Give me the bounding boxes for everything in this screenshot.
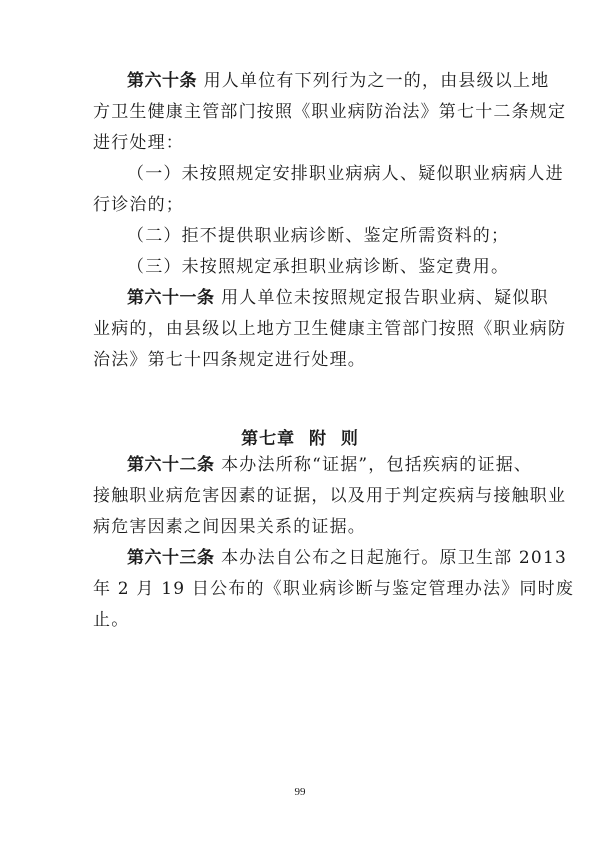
article-61-line-2: 业病的，由县级以上地方卫生健康主管部门按照《职业病防 — [93, 319, 567, 339]
article-63 — [93, 543, 575, 636]
article-61-number: 第六十一条 — [127, 288, 215, 308]
article-62-line-2: 接触职业病危害因素的证据，以及用于判定疾病与接触职业 — [93, 486, 567, 506]
article-60-item-3: （三）未按照规定承担职业病诊断、鉴定费用。 — [127, 257, 510, 277]
article-60-item-1-cont: 行诊治的； — [93, 195, 184, 215]
article-63-number: 第六十三条 — [127, 548, 215, 568]
chapter-heading: 第七章 附 则 — [241, 429, 359, 449]
article-63-line-3: 止。 — [93, 610, 130, 630]
article-60-item-1: （一）未按照规定安排职业病病人、疑似职业病病人进 — [127, 164, 564, 184]
article-62-line-3: 病危害因素之间因果关系的证据。 — [93, 517, 366, 537]
article-62 — [93, 450, 567, 543]
article-60-item-2: （二）拒不提供职业病诊断、鉴定所需资料的； — [127, 226, 510, 246]
article-60-text: 用人单位有下列行为之一的，由县级以上地 — [203, 71, 550, 91]
article-60-number: 第六十条 — [127, 71, 197, 91]
article-61-text: 用人单位未按照规定报告职业病、疑似职 — [221, 288, 549, 308]
article-60 — [93, 66, 567, 283]
article-62-number: 第六十二条 — [127, 455, 215, 475]
article-60-line-3: 进行处理： — [93, 133, 184, 153]
article-63-line-2: 年 2 月 19 日公布的《职业病诊断与鉴定管理办法》同时废 — [93, 579, 575, 599]
article-63-text: 本办法自公布之日起施行。原卫生部 2013 — [221, 548, 567, 568]
page-number: 99 — [294, 786, 306, 798]
article-61 — [93, 283, 567, 376]
article-61-line-3: 治法》第七十四条规定进行处理。 — [93, 350, 366, 370]
article-60-line-2: 方卫生健康主管部门按照《职业病防治法》第七十二条规定 — [93, 102, 567, 122]
article-62-text: 本办法所称“证据”，包括疾病的证据、 — [221, 455, 533, 475]
